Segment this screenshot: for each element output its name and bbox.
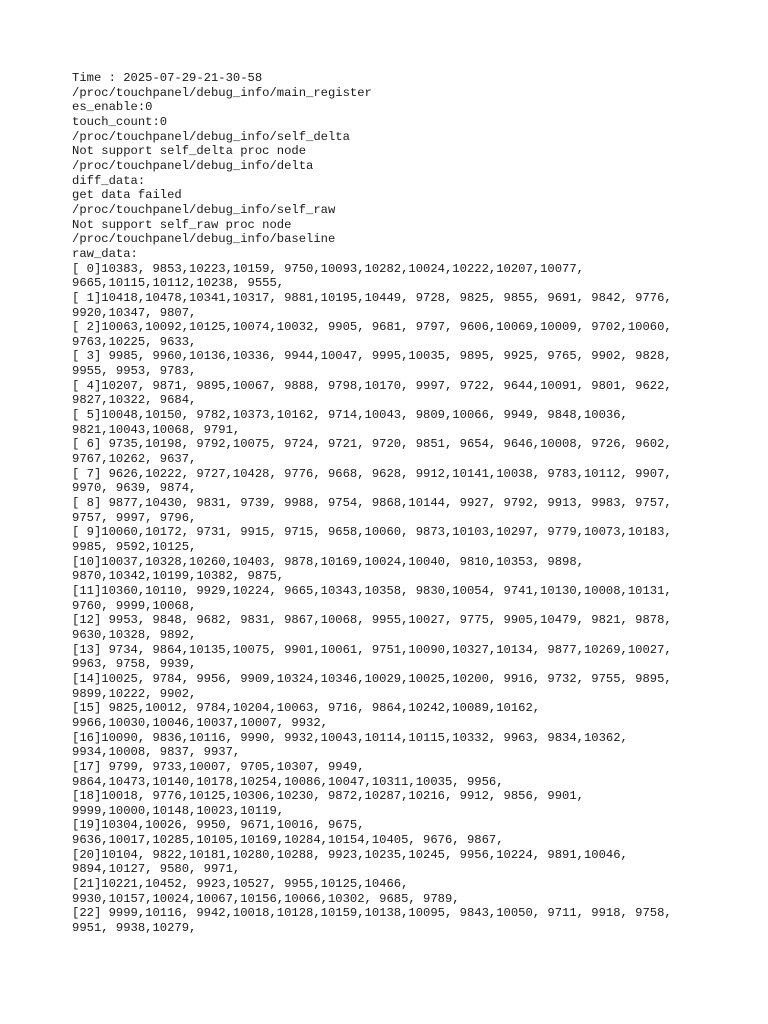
log-line: [ 1]10418,10478,10341,10317, 9881,10195,10449, 9728, 9825, 9855, 9691, 9842, 9776, (72, 290, 672, 305)
log-line: es_enable:0 (72, 100, 153, 115)
log-line: [ 0]10383, 9853,10223,10159, 9750,10093,10282,10024,10222,10207,10077, (72, 261, 584, 276)
log-line: 9970, 9639, 9874, (72, 481, 197, 496)
log-line: 9951, 9938,10279, (72, 921, 197, 936)
log-line: 9864,10473,10140,10178,10254,10086,10047,10311,10035, 9956, (72, 774, 504, 789)
log-line: 9821,10043,10068, 9791, (72, 422, 241, 437)
log-line: Time : 2025-07-29-21-30-58 (72, 71, 263, 85)
log-line: [10]10037,10328,10260,10403, 9878,10169,10024,10040, 9810,10353, 9898, (72, 554, 584, 569)
log-line: 9934,10008, 9837, 9937, (72, 745, 241, 760)
log-line: 9985, 9592,10125, (72, 540, 197, 554)
log-line: [16]10090, 9836,10116, 9990, 9932,10043,10114,10115,10332, 9963, 9834,10362, (72, 730, 628, 745)
log-line: /proc/touchpanel/debug_info/self_raw (72, 202, 336, 217)
log-line: diff_data: (72, 173, 146, 188)
log-line: [13] 9734, 9864,10135,10075, 9901,10061, 9751,10090,10327,10134, 9877,10269,10027, (72, 642, 672, 657)
log-line: get data failed (72, 188, 182, 203)
log-line: [19]10304,10026, 9950, 9671,10016, 9675, (72, 818, 365, 833)
log-line: [14]10025, 9784, 9956, 9909,10324,10346,10029,10025,10200, 9916, 9732, 9755, 9895, (72, 671, 672, 686)
log-line: /proc/touchpanel/debug_info/delta (72, 158, 314, 173)
log-line: 9966,10030,10046,10037,10007, 9932, (72, 715, 328, 730)
log-line: 9767,10262, 9637, (72, 452, 197, 467)
log-line: 9827,10322, 9684, (72, 393, 197, 408)
log-line: [21]10221,10452, 9923,10527, 9955,10125,10466, (72, 877, 409, 892)
log-line: 9963, 9758, 9939, (72, 657, 197, 672)
log-line: [20]10104, 9822,10181,10280,10288, 9923,10235,10245, 9956,10224, 9891,10046, (72, 847, 628, 862)
log-line: [18]10018, 9776,10125,10306,10230, 9872,10287,10216, 9912, 9856, 9901, (72, 789, 584, 804)
log-line: /proc/touchpanel/debug_info/self_delta (72, 129, 350, 144)
log-line: 9760, 9999,10068, (72, 598, 197, 613)
log-line: /proc/touchpanel/debug_info/baseline (72, 232, 336, 247)
log-line: [ 7] 9626,10222, 9727,10428, 9776, 9668, 9628, 9912,10141,10038, 9783,10112, 9907, (72, 466, 672, 481)
log-line: 9665,10115,10112,10238, 9555, (72, 276, 285, 291)
log-document (72, 71, 722, 936)
log-line: [ 2]10063,10092,10125,10074,10032, 9905, 9681, 9797, 9606,10069,10009, 9702,10060, (72, 320, 672, 335)
log-line: /proc/touchpanel/debug_info/main_register (72, 85, 372, 100)
log-line: touch_count:0 (72, 114, 168, 129)
log-line: [17] 9799, 9733,10007, 9705,10307, 9949, (72, 759, 365, 774)
log-line: [11]10360,10110, 9929,10224, 9665,10343,10358, 9830,10054, 9741,10130,10008,10131, (72, 583, 672, 598)
log-line: 9920,10347, 9807, (72, 305, 197, 320)
log-line: [ 3] 9985, 9960,10136,10336, 9944,10047, 9995,10035, 9895, 9925, 9765, 9902, 9828, (72, 349, 672, 364)
log-line: 9630,10328, 9892, (72, 627, 197, 642)
log-line: 9870,10342,10199,10382, 9875, (72, 569, 285, 584)
log-line: [15] 9825,10012, 9784,10204,10063, 9716, 9864,10242,10089,10162, (72, 701, 541, 716)
log-line: [ 6] 9735,10198, 9792,10075, 9724, 9721, 9720, 9851, 9654, 9646,10008, 9726, 9602, (72, 437, 672, 452)
log-line: 9999,10000,10148,10023,10119, (72, 803, 285, 818)
log-line: [ 9]10060,10172, 9731, 9915, 9715, 9658,10060, 9873,10103,10297, 9779,10073,10183, (72, 525, 672, 540)
log-line: 9763,10225, 9633, (72, 334, 197, 349)
log-line: 9757, 9997, 9796, (72, 510, 197, 525)
log-line: raw_data: (72, 246, 138, 261)
log-line: Not support self_raw proc node (72, 217, 292, 232)
log-line: [ 8] 9877,10430, 9831, 9739, 9988, 9754, 9868,10144, 9927, 9792, 9913, 9983, 9757, (72, 496, 672, 511)
log-line: [ 5]10048,10150, 9782,10373,10162, 9714,10043, 9809,10066, 9949, 9848,10036, (72, 408, 628, 423)
log-line: 9636,10017,10285,10105,10169,10284,10154,10405, 9676, 9867, (72, 833, 504, 848)
log-line: 9955, 9953, 9783, (72, 364, 197, 379)
log-line: Not support self_delta proc node (72, 144, 307, 159)
log-line: 9899,10222, 9902, (72, 686, 197, 701)
log-line: [12] 9953, 9848, 9682, 9831, 9867,10068, 9955,10027, 9775, 9905,10479, 9821, 9878, (72, 613, 672, 628)
log-line: 9930,10157,10024,10067,10156,10066,10302, 9685, 9789, (72, 891, 460, 906)
log-line: [22] 9999,10116, 9942,10018,10128,10159,10138,10095, 9843,10050, 9711, 9918, 9758, (72, 906, 672, 921)
log-line: [ 4]10207, 9871, 9895,10067, 9888, 9798,10170, 9997, 9722, 9644,10091, 9801, 9622, (72, 378, 672, 393)
log-line: 9894,10127, 9580, 9971, (72, 862, 241, 877)
